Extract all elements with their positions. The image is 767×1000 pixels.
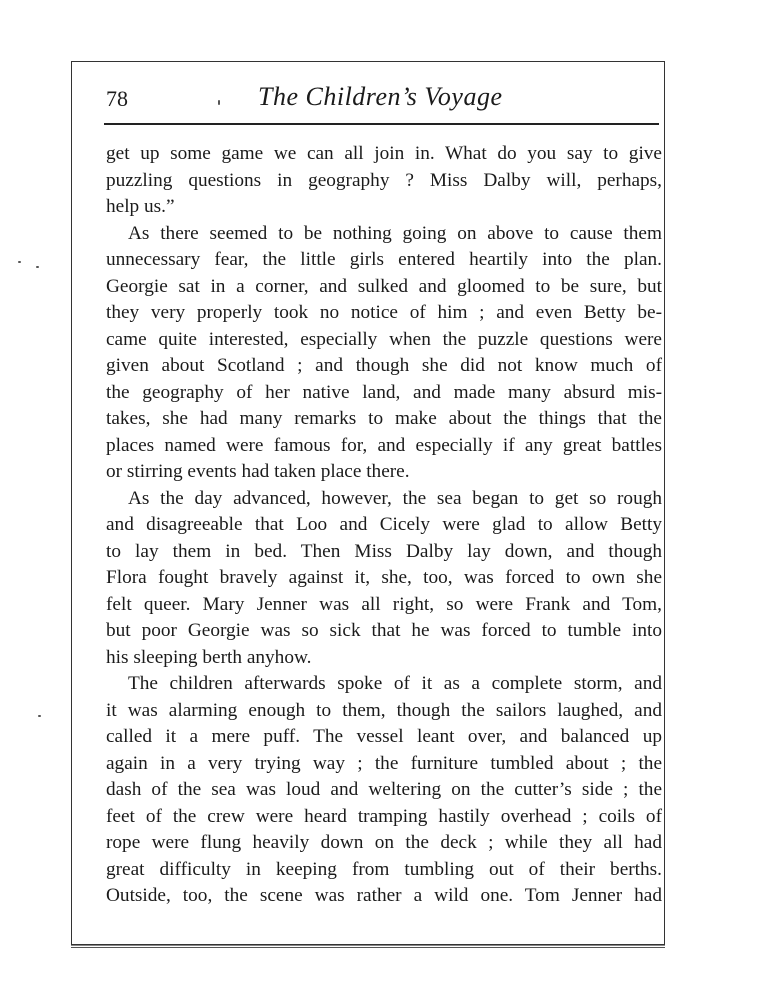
text-line: to lay them in bed. Then Miss Dalby lay down, and though [106, 540, 662, 562]
text-line: places named were famous for, and especially if any great battles [106, 434, 662, 456]
body-text [106, 141, 662, 910]
text-line: again in a very trying way ; the furniture tumbled about ; the [106, 752, 662, 774]
header-rule [104, 123, 659, 125]
scan-speck [18, 261, 21, 263]
page-number: 78 [106, 86, 128, 111]
text-line: but poor Georgie was so sick that he was forced to tumble into [106, 620, 662, 641]
text-line: came quite interested, especially when the puzzle questions were [106, 328, 662, 350]
text-line: Georgie sat in a corner, and sulked and gloomed to be sure, but [106, 275, 662, 297]
text-line: unnecessary fear, the little girls entered heartily into the plan. [106, 249, 662, 270]
text-line: and disagreeable that Loo and Cicely were glad to allow Betty [106, 514, 662, 535]
text-line: As there seemed to be nothing going on above to cause them [128, 222, 662, 244]
scan-speck [218, 100, 220, 105]
text-line: called it a mere puff. The vessel leant over, and balanced up [106, 726, 662, 747]
text-line: takes, she had many remarks to make about the things that the [106, 408, 662, 429]
text-line: get up some game we can all join in. What do you say to give [106, 143, 662, 164]
text-line: dash of the sea was loud and weltering on the cutter’s side ; the [106, 779, 662, 800]
scan-speck [38, 715, 41, 717]
text-line: rope were flung heavily down on the deck ; while they all had [106, 832, 662, 853]
text-line: or stirring events had taken place there. [106, 461, 410, 482]
page-header [104, 74, 659, 122]
text-line: Outside, too, the scene was rather a wild one. Tom Jenner had [106, 885, 662, 906]
scan-speck [36, 266, 39, 268]
text-line: Flora fought bravely against it, she, too, was forced to own she [106, 567, 662, 588]
text-line: his sleeping berth anyhow. [106, 646, 312, 668]
text-line: feet of the crew were heard tramping hastily overhead ; coils of [106, 805, 662, 827]
text-line: they very properly took no notice of him ; and even Betty be- [106, 302, 662, 323]
text-line: great difficulty in keeping from tumbling out of their berths. [106, 858, 662, 880]
text-line: The children afterwards spoke of it as a complete storm, and [128, 673, 662, 694]
text-line: As the day advanced, however, the sea began to get so rough [128, 487, 662, 509]
text-line: felt queer. Mary Jenner was all right, so were Frank and Tom, [106, 593, 662, 615]
text-line: the geography of her native land, and made many absurd mis- [106, 381, 662, 403]
text-line: it was alarming enough to them, though the sailors laughed, and [106, 699, 662, 721]
text-line: given about Scotland ; and though she did not know much of [106, 355, 662, 376]
text-line: help us.” [106, 196, 175, 217]
running-title: The Children’s Voyage [258, 82, 503, 111]
text-line: puzzling questions in geography ? Miss Dalby will, perhaps, [106, 169, 662, 191]
